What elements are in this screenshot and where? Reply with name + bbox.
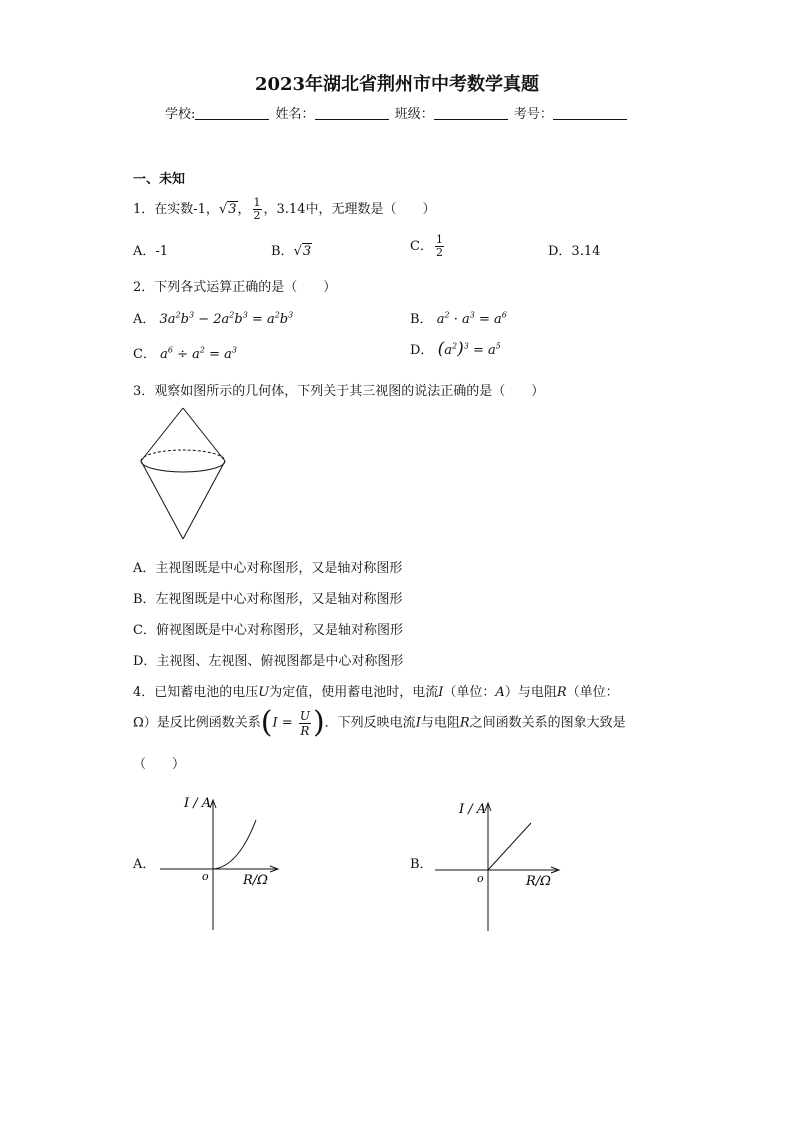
page-title: 2023年湖北省荆州市中考数学真题 <box>254 74 540 95</box>
double-cone-figure <box>135 403 231 545</box>
school-label: 学校: <box>165 107 196 122</box>
q1-stem: 1．在实数-1，√3， $\frac{1}{2}$ ，3.14中，无理数是（ ） <box>133 196 436 222</box>
q4-stem-line3: （ ） <box>133 757 186 772</box>
q4-option-b-label[interactable]: B． <box>410 857 433 872</box>
q1-option-d[interactable]: D．3.14 <box>548 244 601 259</box>
q1-option-b[interactable]: B．√3 <box>271 244 312 259</box>
q4-stem-line1: 4．已知蓄电池的电压U为定值，使用蓄电池时，电流I（单位：A）与电阻R（单位： <box>133 685 619 700</box>
class-blank <box>434 107 508 120</box>
q3-option-b[interactable]: B．左视图既是中心对称图形，又是轴对称图形 <box>133 592 403 607</box>
class-label: 班级： <box>394 107 434 122</box>
section-heading: 一、未知 <box>133 172 186 187</box>
q1-fraction: $\frac{1}{2}$ <box>253 196 261 222</box>
number-label: 考号： <box>513 107 553 122</box>
name-blank <box>315 107 389 120</box>
x-axis-label: R/Ω <box>243 873 268 888</box>
q2-option-a[interactable]: A． $3a^2b^3 - 2a^2b^3 = a^2b^3$ <box>133 310 294 327</box>
sqrt-symbol: √ <box>218 202 228 217</box>
origin-label: o <box>477 872 484 885</box>
q4-graph-b[interactable] <box>433 793 568 935</box>
q3-option-c[interactable]: C．俯视图既是中心对称图形，又是轴对称图形 <box>133 623 403 638</box>
student-info-line <box>165 103 629 122</box>
q1-option-c[interactable]: C． $\frac{1}{2}$ <box>410 233 443 259</box>
q3-option-a[interactable]: A．主视图既是中心对称图形，又是轴对称图形 <box>133 561 403 576</box>
q3-option-d[interactable]: D．主视图、左视图、俯视图都是中心对称图形 <box>133 654 404 669</box>
q2-option-c[interactable]: C． $a^6 \div a^2 = a^3$ <box>133 345 237 362</box>
name-label: 姓名： <box>275 107 315 122</box>
y-axis-label: I / A <box>459 802 487 817</box>
q2-option-b[interactable]: B． $a^2 \cdot a^3 = a^6$ <box>410 310 507 327</box>
q1-option-a[interactable]: A．-1 <box>133 244 169 259</box>
q2-stem: 2．下列各式运算正确的是（ ） <box>133 280 337 295</box>
q2-option-d[interactable]: D． $(a^2)^3 = a^5$ <box>410 339 501 359</box>
q4-option-a-label[interactable]: A． <box>133 857 156 872</box>
x-axis-label: R/Ω <box>526 874 551 889</box>
number-blank <box>553 107 627 120</box>
q4-stem-line2: Ω）是反比例函数关系(I = $\frac{U}{R}$ )．下列反映电流I与电阻R之间函数关系的图象大致是 <box>133 705 626 740</box>
y-axis-label: I / A <box>184 796 212 811</box>
school-blank <box>195 107 269 120</box>
q3-stem: 3．观察如图所示的几何体，下列关于其三视图的说法正确的是（ ） <box>133 384 545 399</box>
origin-label: o <box>202 870 209 883</box>
q4-graph-a[interactable] <box>158 790 288 935</box>
